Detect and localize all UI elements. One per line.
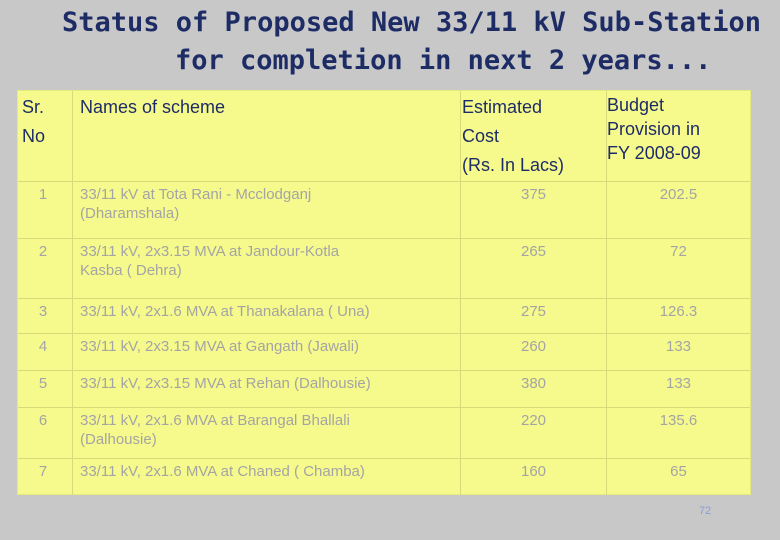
scheme-name-cell: 33/11 kV, 2x3.15 MVA at Rehan (Dalhousie) (73, 371, 461, 408)
budget-cell: 65 (670, 463, 687, 480)
budget-cell: 202.5 (659, 186, 698, 203)
slide-title-line-2: for completion in next 2 years... (175, 45, 712, 76)
scheme-name-cell: 33/11 kV, 2x1.6 MVA at Chaned ( Chamba) (73, 459, 461, 495)
sr-cell: 6 (18, 408, 73, 459)
cost-cell: 220 (461, 408, 607, 459)
cost-cell: 275 (461, 299, 607, 334)
budget-cell: 133 (665, 375, 692, 392)
table-row (18, 333, 750, 371)
table-row (18, 407, 750, 459)
slide-title-line-1: Status of Proposed New 33/11 kV Sub-Station (62, 7, 761, 38)
sr-cell: 4 (18, 334, 73, 371)
scheme-name-cell: 33/11 kV at Tota Rani - Mcclodganj (Dharamshala) (73, 182, 461, 239)
table-row (18, 298, 750, 334)
table-row (18, 238, 750, 299)
budget-cell: 133 (665, 338, 692, 355)
budget-cell: 72 (670, 243, 687, 260)
sr-cell: 5 (18, 371, 73, 408)
page-number: 72 (699, 505, 712, 517)
sr-cell: 1 (18, 182, 73, 239)
table-header-row (18, 91, 750, 181)
header-sr-no: Sr. No (18, 91, 73, 181)
scheme-name-cell: 33/11 kV, 2x1.6 MVA at Thanakalana ( Una) (73, 299, 461, 334)
budget-cell: 126.3 (659, 303, 698, 320)
scheme-name-cell: 33/11 kV, 2x1.6 MVA at Barangal Bhallali (Dalhousie) (73, 408, 461, 459)
header-estimated-cost: Estimated Cost (Rs. In Lacs) (461, 91, 607, 181)
table-row (18, 458, 750, 495)
sr-cell: 3 (18, 299, 73, 334)
scheme-name-cell: 33/11 kV, 2x3.15 MVA at Jandour-Kotla Kasba ( Dehra) (73, 239, 461, 299)
cost-cell: 260 (461, 334, 607, 371)
cost-cell: 160 (461, 459, 607, 495)
header-budget-provision: Budget Provision in FY 2008-09 (607, 95, 701, 163)
cost-cell: 380 (461, 371, 607, 408)
header-scheme-name: Names of scheme (73, 91, 461, 181)
table-row (18, 181, 750, 239)
table-row (18, 370, 750, 408)
cost-cell: 375 (461, 182, 607, 239)
cost-cell: 265 (461, 239, 607, 299)
scheme-name-cell: 33/11 kV, 2x3.15 MVA at Gangath (Jawali) (73, 334, 461, 371)
budget-cell: 135.6 (659, 412, 698, 429)
sr-cell: 7 (18, 459, 73, 495)
schemes-table (18, 91, 750, 494)
sr-cell: 2 (18, 239, 73, 299)
